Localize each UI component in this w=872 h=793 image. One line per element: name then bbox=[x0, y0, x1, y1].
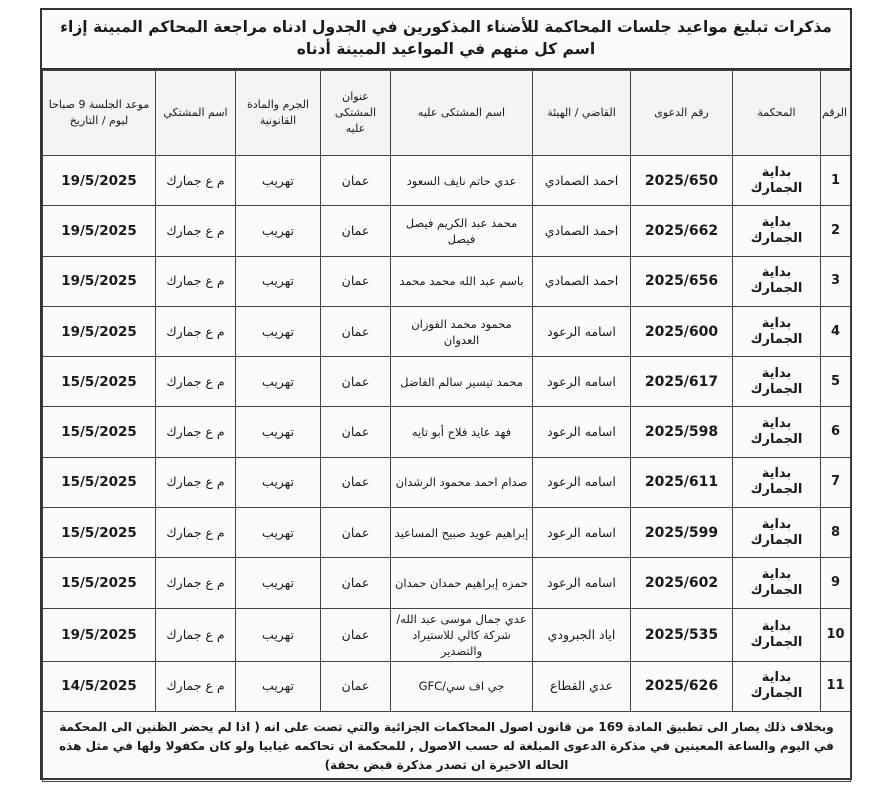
cell-case-no: 2025/611 bbox=[631, 457, 733, 507]
table-row bbox=[43, 508, 851, 558]
cell-complainant: م ع جمارك bbox=[156, 256, 236, 306]
cell-num: 8 bbox=[821, 508, 851, 558]
cell-defendant: حمزه إبراهيم حمدان حمدان bbox=[391, 558, 533, 608]
cell-complainant: م ع جمارك bbox=[156, 206, 236, 256]
cell-complainant: م ع جمارك bbox=[156, 156, 236, 206]
cell-session: 19/5/2025 bbox=[43, 608, 156, 661]
cell-defendant: باسم عبد الله محمد محمد bbox=[391, 256, 533, 306]
cell-court: بداية الجمارك bbox=[733, 306, 821, 356]
cell-session: 14/5/2025 bbox=[43, 661, 156, 711]
header-defendant: اسم المشتكى عليه bbox=[391, 71, 533, 156]
cell-court: بداية الجمارك bbox=[733, 256, 821, 306]
cell-address: عمان bbox=[321, 661, 391, 711]
cell-case-no: 2025/599 bbox=[631, 508, 733, 558]
cell-defendant: إبراهيم عويد صبيح المساعيد bbox=[391, 508, 533, 558]
cell-num: 9 bbox=[821, 558, 851, 608]
header-complainant: اسم المشتكي bbox=[156, 71, 236, 156]
cell-offense: تهريب bbox=[236, 256, 321, 306]
cell-address: عمان bbox=[321, 457, 391, 507]
cell-case-no: 2025/602 bbox=[631, 558, 733, 608]
cell-num: 6 bbox=[821, 407, 851, 457]
cell-address: عمان bbox=[321, 407, 391, 457]
cell-court: بداية الجمارك bbox=[733, 608, 821, 661]
cell-address: عمان bbox=[321, 608, 391, 661]
cell-court: بداية الجمارك bbox=[733, 508, 821, 558]
cell-defendant: محمد تيسير سالم الفاضل bbox=[391, 357, 533, 407]
cell-complainant: م ع جمارك bbox=[156, 407, 236, 457]
table-row bbox=[43, 206, 851, 256]
cell-case-no: 2025/598 bbox=[631, 407, 733, 457]
cell-address: عمان bbox=[321, 206, 391, 256]
table-row bbox=[43, 256, 851, 306]
cell-session: 19/5/2025 bbox=[43, 156, 156, 206]
table-row bbox=[43, 457, 851, 507]
cell-offense: تهريب bbox=[236, 206, 321, 256]
cell-court: بداية الجمارك bbox=[733, 558, 821, 608]
cell-complainant: م ع جمارك bbox=[156, 558, 236, 608]
cell-offense: تهريب bbox=[236, 508, 321, 558]
table-row bbox=[43, 156, 851, 206]
cell-session: 19/5/2025 bbox=[43, 256, 156, 306]
cell-address: عمان bbox=[321, 256, 391, 306]
cell-offense: تهريب bbox=[236, 661, 321, 711]
cell-defendant: عدي حاتم نايف السعود bbox=[391, 156, 533, 206]
cell-case-no: 2025/656 bbox=[631, 256, 733, 306]
cell-session: 19/5/2025 bbox=[43, 206, 156, 256]
cell-case-no: 2025/617 bbox=[631, 357, 733, 407]
cell-defendant: محمود محمد الفوزان العدوان bbox=[391, 306, 533, 356]
cell-defendant: فهد عايد فلاح أبو تايه bbox=[391, 407, 533, 457]
cell-defendant: محمد عبد الكريم فيصل فيصل bbox=[391, 206, 533, 256]
header-court: المحكمة bbox=[733, 71, 821, 156]
cell-address: عمان bbox=[321, 357, 391, 407]
cell-defendant: جي اف سي/GFC bbox=[391, 661, 533, 711]
header-offense: الجرم والمادة القانونية bbox=[236, 71, 321, 156]
cell-address: عمان bbox=[321, 306, 391, 356]
cell-judge: اسامه الرعود bbox=[533, 407, 631, 457]
cell-offense: تهريب bbox=[236, 407, 321, 457]
sessions-table bbox=[42, 70, 851, 782]
cell-num: 7 bbox=[821, 457, 851, 507]
header-num: الرقم bbox=[821, 71, 851, 156]
cell-session: 15/5/2025 bbox=[43, 357, 156, 407]
cell-judge: اسامه الرعود bbox=[533, 357, 631, 407]
cell-session: 15/5/2025 bbox=[43, 508, 156, 558]
cell-offense: تهريب bbox=[236, 306, 321, 356]
footnote-row bbox=[43, 711, 851, 781]
cell-judge: اسامه الرعود bbox=[533, 306, 631, 356]
footnote-text: وبخلاف ذلك يصار الى تطبيق المادة 169 من قانون اصول المحاكمات الجزائية والتي تصت على انه ( اذا لم يحضر الظنين الى المحكمة في اليوم والساعة المعينين في مذكرة الدعوى المبلغة له حسب الاصول , للمحكمة ان تحاكمه غيابيا ولو كان مكفولا ولها في مثل هذه الحاله الاخيرة ان تصدر مذكرة قبض بحقة) bbox=[43, 711, 851, 781]
cell-complainant: م ع جمارك bbox=[156, 508, 236, 558]
cell-complainant: م ع جمارك bbox=[156, 357, 236, 407]
cell-complainant: م ع جمارك bbox=[156, 661, 236, 711]
table-row bbox=[43, 558, 851, 608]
cell-complainant: م ع جمارك bbox=[156, 457, 236, 507]
header-judge: القاضي / الهيئة bbox=[533, 71, 631, 156]
cell-case-no: 2025/600 bbox=[631, 306, 733, 356]
court-notice bbox=[40, 8, 852, 780]
cell-court: بداية الجمارك bbox=[733, 206, 821, 256]
header-session: موعد الجلسة 9 صباحا ليوم / التاريخ bbox=[43, 71, 156, 156]
cell-judge: اياد الجبرودي bbox=[533, 608, 631, 661]
cell-case-no: 2025/650 bbox=[631, 156, 733, 206]
cell-court: بداية الجمارك bbox=[733, 457, 821, 507]
cell-offense: تهريب bbox=[236, 608, 321, 661]
cell-judge: اسامه الرعود bbox=[533, 508, 631, 558]
cell-judge: احمد الصمادي bbox=[533, 206, 631, 256]
cell-court: بداية الجمارك bbox=[733, 661, 821, 711]
table-row bbox=[43, 608, 851, 661]
cell-session: 19/5/2025 bbox=[43, 306, 156, 356]
cell-case-no: 2025/535 bbox=[631, 608, 733, 661]
cell-court: بداية الجمارك bbox=[733, 156, 821, 206]
cell-num: 5 bbox=[821, 357, 851, 407]
cell-case-no: 2025/626 bbox=[631, 661, 733, 711]
cell-judge: احمد الصمادي bbox=[533, 156, 631, 206]
table-row bbox=[43, 661, 851, 711]
cell-defendant: عدي جمال موسى عبد الله/شركة كالي للاستيراد والتصدير bbox=[391, 608, 533, 661]
cell-court: بداية الجمارك bbox=[733, 407, 821, 457]
cell-num: 2 bbox=[821, 206, 851, 256]
cell-judge: اسامه الرعود bbox=[533, 457, 631, 507]
cell-num: 10 bbox=[821, 608, 851, 661]
cell-judge: عدي القطاع bbox=[533, 661, 631, 711]
cell-num: 3 bbox=[821, 256, 851, 306]
cell-offense: تهريب bbox=[236, 156, 321, 206]
cell-offense: تهريب bbox=[236, 457, 321, 507]
cell-case-no: 2025/662 bbox=[631, 206, 733, 256]
cell-session: 15/5/2025 bbox=[43, 558, 156, 608]
cell-num: 4 bbox=[821, 306, 851, 356]
cell-defendant: صدام احمد محمود الرشدان bbox=[391, 457, 533, 507]
cell-address: عمان bbox=[321, 508, 391, 558]
cell-session: 15/5/2025 bbox=[43, 457, 156, 507]
header-case-no: رقم الدعوى bbox=[631, 71, 733, 156]
cell-num: 11 bbox=[821, 661, 851, 711]
cell-offense: تهريب bbox=[236, 558, 321, 608]
table-row bbox=[43, 357, 851, 407]
table-row bbox=[43, 407, 851, 457]
cell-session: 15/5/2025 bbox=[43, 407, 156, 457]
table-row bbox=[43, 306, 851, 356]
cell-offense: تهريب bbox=[236, 357, 321, 407]
cell-complainant: م ع جمارك bbox=[156, 608, 236, 661]
cell-judge: احمد الصمادي bbox=[533, 256, 631, 306]
table-header-row bbox=[43, 71, 851, 156]
cell-num: 1 bbox=[821, 156, 851, 206]
header-address: عنوان المشتكى عليه bbox=[321, 71, 391, 156]
cell-address: عمان bbox=[321, 156, 391, 206]
notice-title: مذكرات تبليغ مواعيد جلسات المحاكمة للأضناء المذكورين في الجدول ادناه مراجعة المحاكم المبينة إزاء اسم كل منهم في المواعيد المبينة أدناه bbox=[42, 10, 850, 70]
cell-address: عمان bbox=[321, 558, 391, 608]
cell-court: بداية الجمارك bbox=[733, 357, 821, 407]
cell-complainant: م ع جمارك bbox=[156, 306, 236, 356]
cell-judge: اسامه الرعود bbox=[533, 558, 631, 608]
